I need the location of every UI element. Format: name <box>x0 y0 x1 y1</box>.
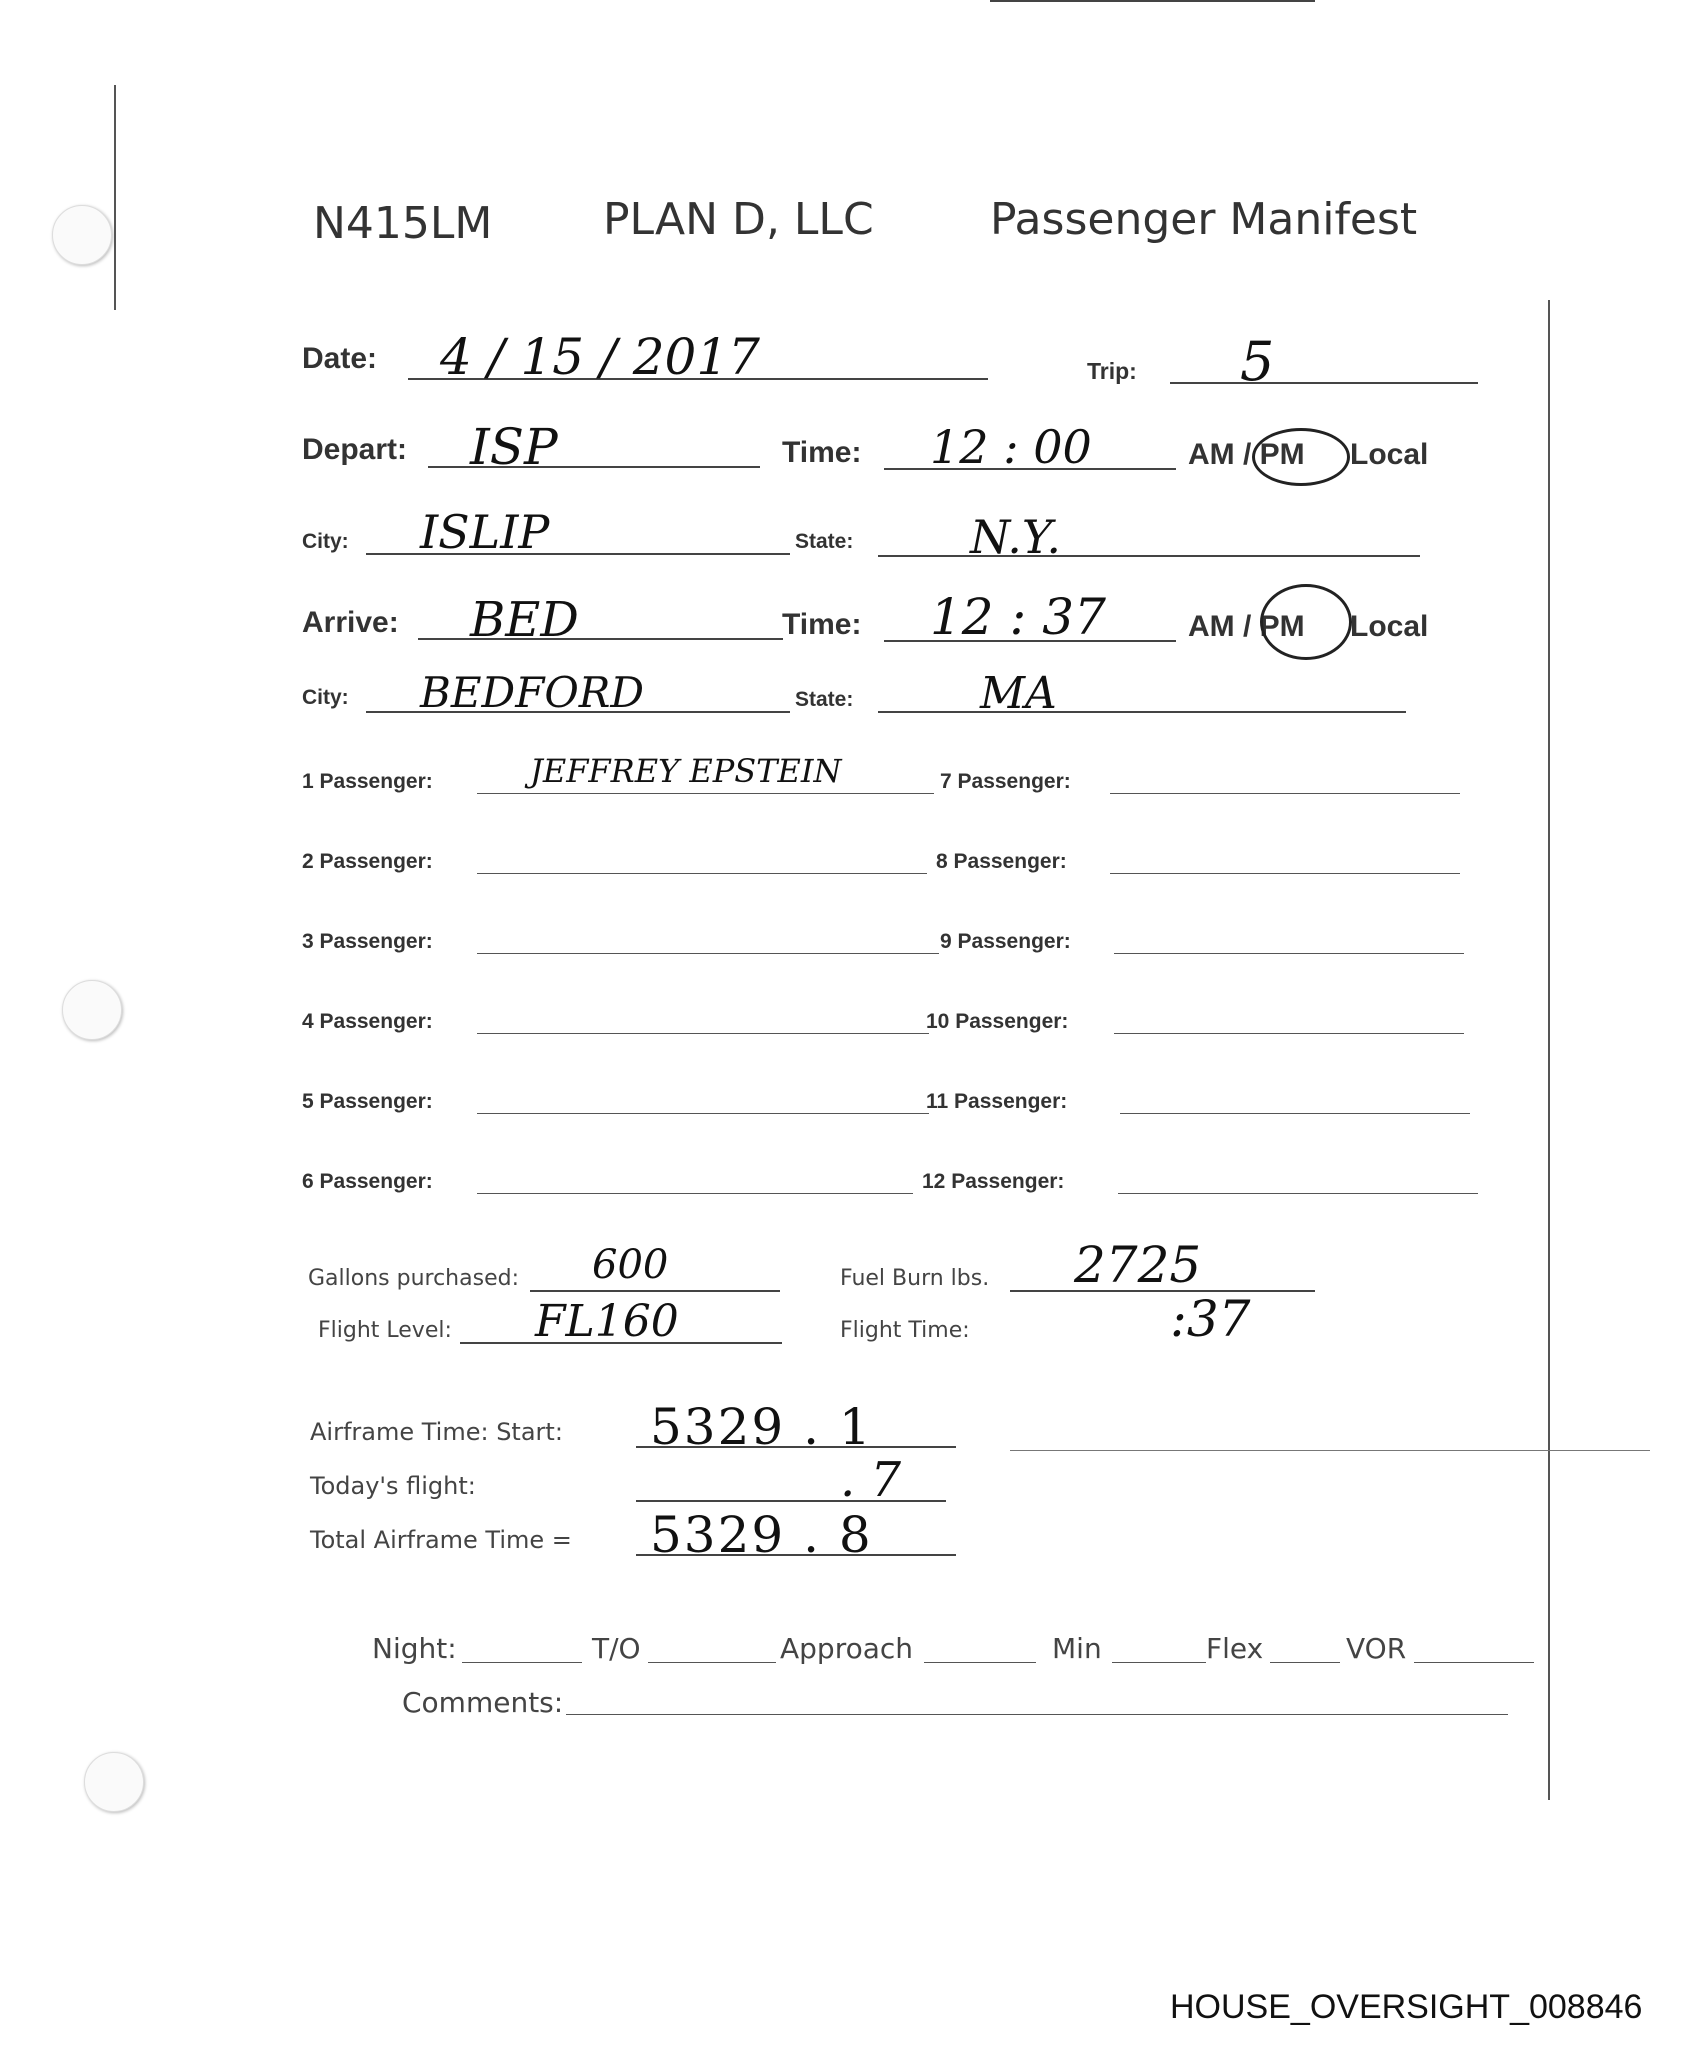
binder-hole-top <box>52 205 112 265</box>
passenger-1-line <box>477 793 934 794</box>
passenger-7-line <box>1110 793 1460 794</box>
to-line <box>648 1662 776 1663</box>
night-line <box>462 1662 582 1663</box>
passenger-1-label: 1 Passenger: <box>302 770 433 793</box>
tail-number: N415LM <box>313 198 493 249</box>
binder-hole-bottom <box>84 1752 144 1812</box>
to-label: T/O <box>592 1632 641 1665</box>
form-title: Passenger Manifest <box>990 194 1418 245</box>
flight-level-value[interactable]: FL160 <box>535 1296 679 1347</box>
passenger-6-line <box>477 1193 913 1194</box>
depart-label: Depart: <box>302 433 408 466</box>
min-line <box>1112 1662 1206 1663</box>
depart-value[interactable]: ISP <box>470 418 558 476</box>
depart-state-label: State: <box>795 530 854 553</box>
arrive-city-value[interactable]: BEDFORD <box>420 668 645 717</box>
passenger-10-line <box>1114 1033 1464 1034</box>
passenger-9-label: 9 Passenger: <box>940 930 1071 953</box>
arrive-state-line <box>878 711 1406 713</box>
depart-time-value[interactable]: 12 : 00 <box>930 420 1092 474</box>
vor-line <box>1414 1662 1534 1663</box>
total-airframe-value[interactable]: 5329 . 8 <box>650 1506 873 1564</box>
comments-line <box>566 1714 1508 1715</box>
total-airframe-label: Total Airframe Time = <box>310 1526 572 1554</box>
trip-value[interactable]: 5 <box>1240 330 1275 393</box>
flex-label: Flex <box>1206 1632 1264 1665</box>
arrive-time-label: Time: <box>782 608 862 641</box>
company-name: PLAN D, LLC <box>603 194 874 245</box>
passenger-3-label: 3 Passenger: <box>302 930 433 953</box>
flight-level-label: Flight Level: <box>318 1318 452 1343</box>
depart-pm-circle <box>1252 428 1350 486</box>
passenger-7-label: 7 Passenger: <box>940 770 1071 793</box>
depart-local-label: Local <box>1350 438 1429 471</box>
passenger-1-value[interactable]: JEFFREY EPSTEIN <box>530 752 842 790</box>
min-label: Min <box>1052 1632 1102 1665</box>
passenger-12-label: 12 Passenger: <box>922 1170 1065 1193</box>
date-label: Date: <box>302 342 378 375</box>
passenger-12-line <box>1118 1193 1478 1194</box>
arrive-state-value[interactable]: MA <box>980 668 1057 719</box>
approach-line <box>924 1662 1036 1663</box>
passenger-6-label: 6 Passenger: <box>302 1170 433 1193</box>
arrive-value[interactable]: BED <box>470 592 579 648</box>
todays-flight-label: Today's flight: <box>310 1472 476 1500</box>
right-margin-rule <box>1548 300 1550 1800</box>
trip-line <box>1170 382 1478 384</box>
arrive-state-label: State: <box>795 688 854 711</box>
arrive-local-label: Local <box>1350 610 1429 643</box>
page-edge-line <box>114 85 116 310</box>
passenger-10-label: 10 Passenger: <box>926 1010 1069 1033</box>
vor-label: VOR <box>1346 1632 1407 1665</box>
todays-flight-value[interactable]: . 7 <box>840 1452 902 1508</box>
passenger-5-label: 5 Passenger: <box>302 1090 433 1113</box>
scan-artifact-line <box>1010 1450 1650 1451</box>
passenger-2-line <box>477 873 927 874</box>
gallons-value[interactable]: 600 <box>592 1242 669 1288</box>
arrive-pm-circle <box>1260 584 1352 660</box>
depart-state-line <box>878 555 1420 557</box>
passenger-8-label: 8 Passenger: <box>936 850 1067 873</box>
depart-city-label: City: <box>302 530 349 553</box>
arrive-label: Arrive: <box>302 606 399 639</box>
flight-time-label: Flight Time: <box>840 1318 970 1343</box>
night-label: Night: <box>372 1632 457 1665</box>
passenger-9-line <box>1114 953 1464 954</box>
passenger-2-label: 2 Passenger: <box>302 850 433 873</box>
flex-line <box>1270 1662 1340 1663</box>
depart-time-label: Time: <box>782 436 862 469</box>
flight-time-value[interactable]: :37 <box>1170 1290 1251 1348</box>
binder-hole-middle <box>62 980 122 1040</box>
comments-label: Comments: <box>402 1686 564 1719</box>
fuel-burn-label: Fuel Burn lbs. <box>840 1266 990 1291</box>
depart-state-value[interactable]: N.Y. <box>970 510 1061 564</box>
passenger-5-line <box>477 1113 929 1114</box>
depart-city-value[interactable]: ISLIP <box>420 505 550 559</box>
airframe-start-label: Airframe Time: Start: <box>310 1418 563 1446</box>
arrive-city-label: City: <box>302 686 349 709</box>
passenger-3-line <box>477 953 939 954</box>
trip-label: Trip: <box>1087 358 1137 384</box>
fuel-burn-value[interactable]: 2725 <box>1074 1236 1202 1294</box>
flight-time-line <box>990 0 1315 2</box>
airframe-start-value[interactable]: 5329 . 1 <box>650 1398 873 1456</box>
passenger-4-line <box>477 1033 929 1034</box>
passenger-8-line <box>1110 873 1460 874</box>
gallons-label: Gallons purchased: <box>308 1266 519 1291</box>
passenger-11-line <box>1120 1113 1470 1114</box>
gallons-line <box>530 1290 780 1292</box>
approach-label: Approach <box>780 1632 914 1665</box>
arrive-time-value[interactable]: 12 : 37 <box>930 588 1106 646</box>
depart-ampm: AM / PM <box>1188 438 1305 471</box>
passenger-11-label: 11 Passenger: <box>926 1090 1068 1113</box>
arrive-ampm: AM / PM <box>1188 610 1305 643</box>
passenger-4-label: 4 Passenger: <box>302 1010 433 1033</box>
bates-number: HOUSE_OVERSIGHT_008846 <box>1170 1988 1643 2026</box>
date-value[interactable]: 4 / 15 / 2017 <box>440 328 760 386</box>
